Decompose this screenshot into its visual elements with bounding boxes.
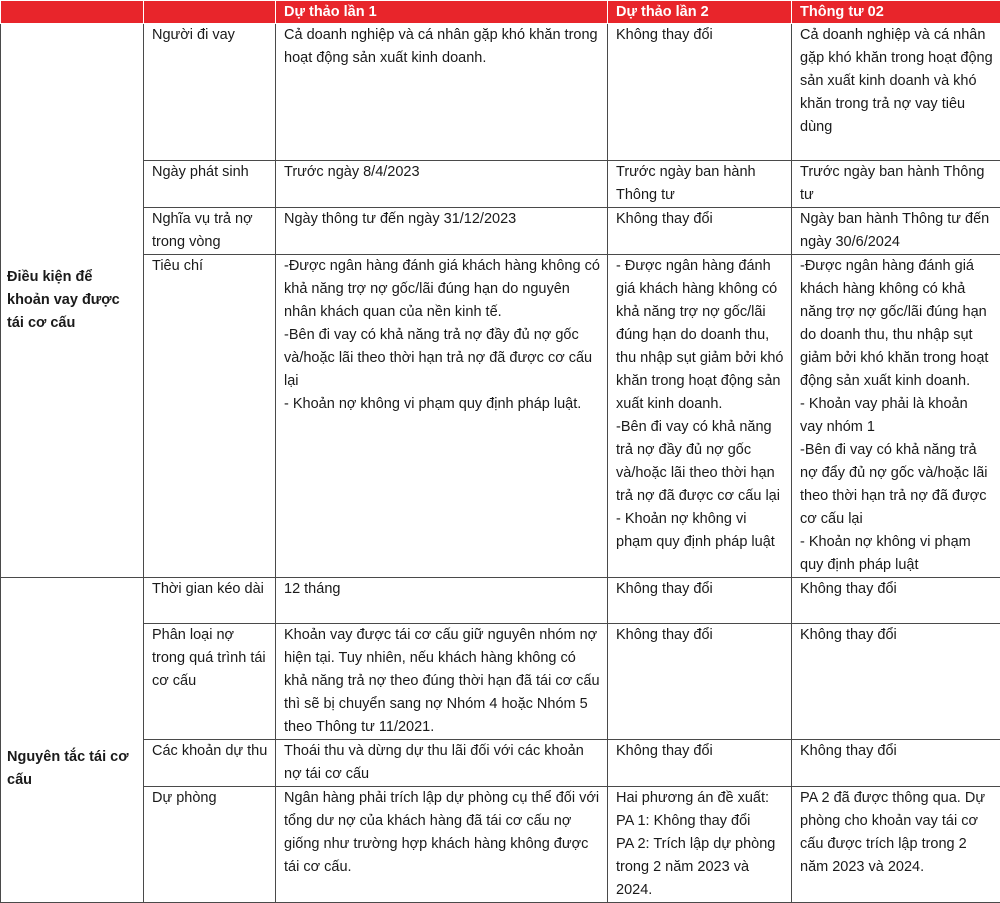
table-row [1, 740, 1000, 787]
circular-cell: Không thay đổi [792, 624, 1000, 740]
header-draft-2: Dự thảo lần 2 [608, 1, 792, 24]
header-circular-02: Thông tư 02 [792, 1, 1000, 24]
draft2-cell: Hai phương án đề xuất: PA 1: Không thay đổi PA 2: Trích lập dự phòng trong 2 năm 2023 và 2024. [608, 787, 792, 903]
draft2-cell: Không thay đổi [608, 578, 792, 624]
circular-cell: Ngày ban hành Thông tư đến ngày 30/6/2024 [792, 208, 1000, 255]
draft1-cell: Khoản vay được tái cơ cấu giữ nguyên nhóm nợ hiện tại. Tuy nhiên, nếu khách hàng không có khả năng trả nợ theo đúng thời hạn đã tái cơ cấu thì sẽ bị chuyển sang nợ Nhóm 4 hoặc Nhóm 5 theo Thông tư 11/2021. [276, 624, 608, 740]
draft1-cell: 12 tháng [276, 578, 608, 624]
criterion-cell: Nghĩa vụ trả nợ trong vòng [144, 208, 276, 255]
table-row [1, 624, 1000, 740]
group-label-conditions: Điều kiện để khoản vay được tái cơ cấu [1, 24, 144, 578]
circular-cell: -Được ngân hàng đánh giá khách hàng không có khả năng trợ nợ gốc/lãi đúng hạn do doanh thu, thu nhập sụt giảm bởi khó khăn trong hoạt động sản xuất kinh doanh. - Khoản vay phải là khoản vay nhóm 1 -Bên đi vay có khả năng trả nợ đẩy đủ nợ gốc và/hoặc lãi theo thời hạn trả nợ đã được cơ cấu lại - Khoản nợ không vi phạm quy định pháp luật [792, 255, 1000, 578]
criterion-cell: Thời gian kéo dài [144, 578, 276, 624]
table-row [1, 24, 1000, 161]
draft2-cell: - Được ngân hàng đánh giá khách hàng không có khả năng trợ nợ gốc/lãi đúng hạn do doanh thu, thu nhập sụt giảm bởi khó khăn trong hoạt động sản xuất kinh doanh. -Bên đi vay có khả năng trả nợ đầy đủ nợ gốc và/hoặc lãi theo thời hạn trả nợ đã được cơ cấu lại - Khoản nợ không vi phạm quy định pháp luật [608, 255, 792, 578]
circular-cell: Không thay đổi [792, 578, 1000, 624]
draft1-cell: -Được ngân hàng đánh giá khách hàng không có khả năng trợ nợ gốc/lãi đúng hạn do nguyên nhân khách quan của nền kinh tế. -Bên đi vay có khả năng trả nợ đầy đủ nợ gốc và/hoặc lãi theo thời hạn trả nợ đã được cơ cấu lại - Khoản nợ không vi phạm quy định pháp luật. [276, 255, 608, 578]
draft2-cell: Không thay đổi [608, 24, 792, 161]
criterion-cell: Các khoản dự thu [144, 740, 276, 787]
header-row [1, 1, 1000, 24]
draft2-cell: Không thay đổi [608, 740, 792, 787]
table-row [1, 255, 1000, 578]
header-corner-criterion [144, 1, 276, 24]
group-label-principles: Nguyên tắc tái cơ cấu [1, 578, 144, 903]
circular-cell: Trước ngày ban hành Thông tư [792, 161, 1000, 208]
draft1-cell: Thoái thu và dừng dự thu lãi đối với các khoản nợ tái cơ cấu [276, 740, 608, 787]
circular-cell: Không thay đổi [792, 740, 1000, 787]
table-row [1, 578, 1000, 624]
table-row [1, 208, 1000, 255]
circular-cell: PA 2 đã được thông qua. Dự phòng cho khoản vay tái cơ cấu được trích lập trong 2 năm 2023 và 2024. [792, 787, 1000, 903]
criterion-cell: Ngày phát sinh [144, 161, 276, 208]
criterion-cell: Dự phòng [144, 787, 276, 903]
draft2-cell: Không thay đổi [608, 208, 792, 255]
draft2-cell: Không thay đổi [608, 624, 792, 740]
criterion-cell: Tiêu chí [144, 255, 276, 578]
criterion-cell: Phân loại nợ trong quá trình tái cơ cấu [144, 624, 276, 740]
circular-cell: Cả doanh nghiệp và cá nhân gặp khó khăn trong hoạt động sản xuất kinh doanh và khó khăn trong trả nợ vay tiêu dùng [792, 24, 1000, 161]
table-row [1, 161, 1000, 208]
header-corner [1, 1, 144, 24]
table-row [1, 787, 1000, 903]
header-draft-1: Dự thảo lần 1 [276, 1, 608, 24]
draft1-cell: Ngày thông tư đến ngày 31/12/2023 [276, 208, 608, 255]
draft1-cell: Ngân hàng phải trích lập dự phòng cụ thể đối với tổng dư nợ của khách hàng đã tái cơ cấu nợ giống như trường hợp khách hàng không được tái cơ cấu. [276, 787, 608, 903]
criterion-cell: Người đi vay [144, 24, 276, 161]
draft2-cell: Trước ngày ban hành Thông tư [608, 161, 792, 208]
draft1-cell: Trước ngày 8/4/2023 [276, 161, 608, 208]
draft1-cell: Cả doanh nghiệp và cá nhân gặp khó khăn trong hoạt động sản xuất kinh doanh. [276, 24, 608, 161]
